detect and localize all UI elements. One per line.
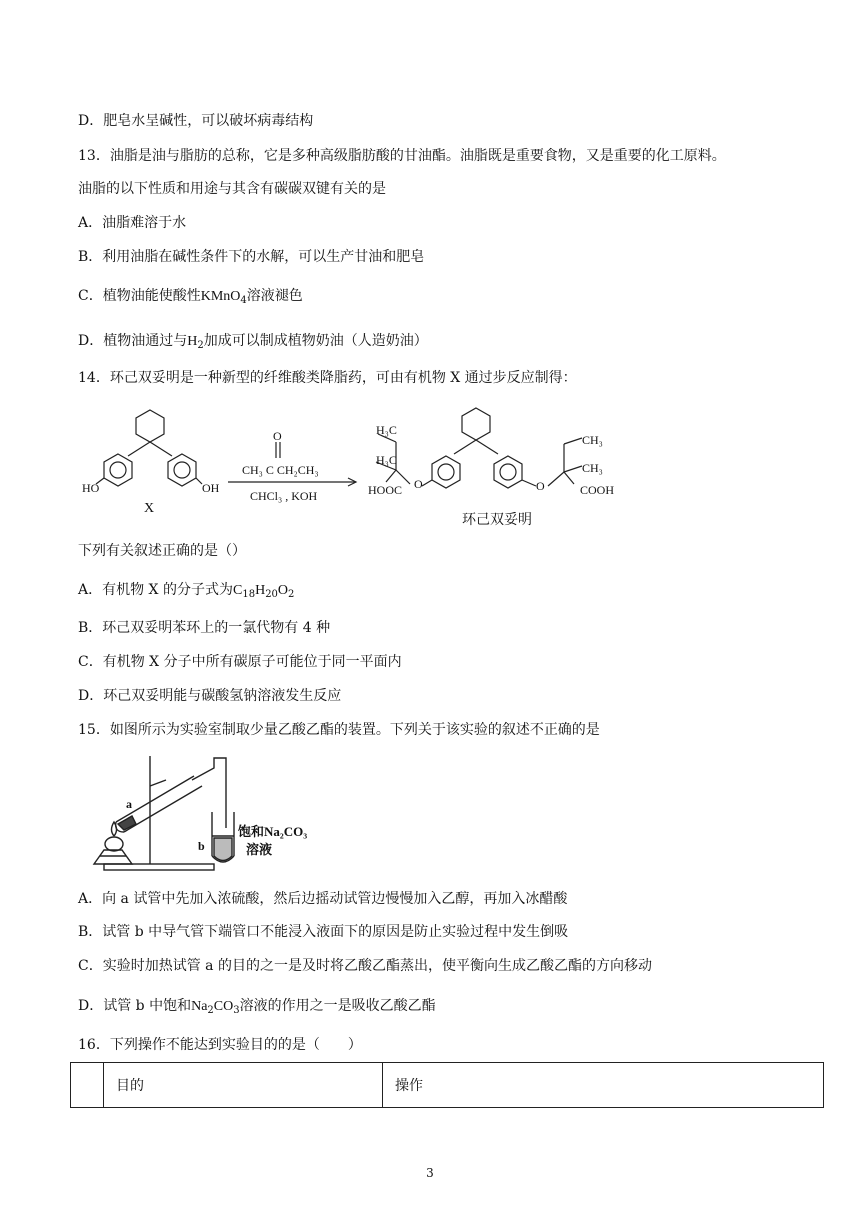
x-oh-label: OH <box>202 481 220 495</box>
q14-option-c: C．有机物 X 分子中所有碳原子可能位于同一平面内 <box>78 654 402 670</box>
x-compound-label: X <box>144 501 155 516</box>
q14-ask: 下列有关叙述正确的是（） <box>78 543 246 559</box>
q14-stem: 14．环己双妥明是一种新型的纤维酸类降脂药，可由有机物 X 通过步反应制得： <box>78 370 577 386</box>
q15-option-a: A．向 a 试管中先加入浓硫酸，然后边摇动试管边慢慢加入乙醇，再加入冰醋酸 <box>78 891 568 907</box>
q16-stem: 16．下列操作不能达到实验目的的是（ ） <box>78 1037 362 1053</box>
page-number: 3 <box>426 1166 434 1180</box>
q13-option-b: B．利用油脂在碱性条件下的水解，可以生产甘油和肥皂 <box>78 249 425 265</box>
q15-option-b: B．试管 b 中导气管下端管口不能浸入液面下的原因是防止实验过程中发生倒吸 <box>78 924 569 940</box>
solution-label-line1: 饱和Na₂CO₃ <box>238 824 308 839</box>
solution-label-line2: 溶液 <box>246 842 273 857</box>
product-hooc: HOOC <box>368 483 403 497</box>
table-cell-index <box>71 1063 104 1108</box>
q13-option-c: C．植物油能使酸性KMnO$_4$溶液褪色 <box>78 288 303 306</box>
q14-reaction-scheme <box>78 400 638 535</box>
q13-stem-line2: 油脂的以下性质和用途与其含有碳碳双键有关的是 <box>78 181 386 197</box>
q14-option-d: D．环己双妥明能与碳酸氢钠溶液发生反应 <box>78 688 342 704</box>
q15-option-c: C．实验时加热试管 a 的目的之一是及时将乙酸乙酯蒸出，使平衡向生成乙酸乙酯的方向移动 <box>78 958 652 974</box>
product-name-label: 环己双妥明 <box>462 513 532 528</box>
reagent-oxygen: O <box>273 429 282 443</box>
q12-option-d: D．肥皂水呈碱性，可以破坏病毒结构 <box>78 113 314 129</box>
reagent-ketone: CH₃ C CH₂CH₃ <box>242 463 319 477</box>
q13-option-a: A．油脂难溶于水 <box>78 215 187 231</box>
table-header-operation: 操作 <box>383 1063 824 1108</box>
q15-stem: 15．如图所示为实验室制取少量乙酸乙酯的装置。下列关于该实验的叙述不正确的是 <box>78 722 600 738</box>
q14-option-a: A．有机物 X 的分子式为$C_{18}H_{20}O_2$ <box>78 582 295 600</box>
product-ch3-mid: CH₃ <box>582 461 603 475</box>
tube-a-label: a <box>126 797 132 811</box>
q15-apparatus-figure <box>74 752 314 874</box>
q15-option-d: D．试管 b 中饱和$Na_2CO_3$溶液的作用之一是吸收乙酸乙酯 <box>78 998 436 1016</box>
q16-table <box>70 1062 824 1108</box>
tube-b-label: b <box>198 839 205 853</box>
product-ch3-top: CH₃ <box>582 433 603 447</box>
product-h3c-top: H₃C <box>376 423 397 437</box>
reagent-conditions: CHCl₃ , KOH <box>250 489 318 503</box>
table-header-purpose: 目的 <box>104 1063 383 1108</box>
q14-option-b: B．环己双妥明苯环上的一氯代物有 4 种 <box>78 620 331 636</box>
product-cooh: COOH <box>580 483 615 497</box>
q13-option-d: D．植物油通过与$H_2$加成可以制成植物奶油（人造奶油） <box>78 333 428 351</box>
x-ho-label: HO <box>82 481 100 495</box>
product-h3c-mid: H₃C <box>376 453 397 467</box>
q13-stem-line1: 13．油脂是油与脂肪的总称，它是多种高级脂肪酸的甘油酯。油脂既是重要食物，又是重要的化工原料。 <box>78 148 726 164</box>
product-ether-o-left: O <box>414 477 423 491</box>
product-ether-o-right: O <box>536 479 545 493</box>
table-row <box>71 1063 824 1108</box>
